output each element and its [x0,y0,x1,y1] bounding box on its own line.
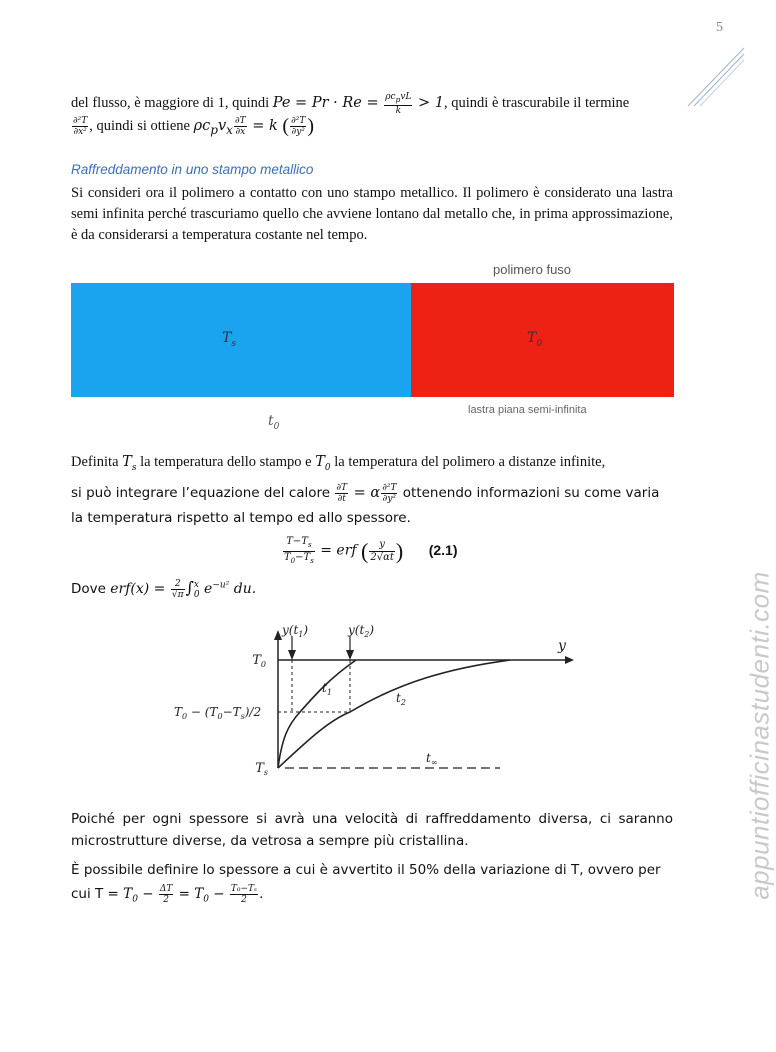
equation-2-1: $\frac{T-T_s}{T_0-T_s}$ = erf ( $\frac{y}{2√\alpha t}$ ) (2.1) [284,536,458,565]
peclet-expression: Pe = Pr · Re = [272,95,384,112]
polymer-block [411,283,674,397]
paragraph-microstructures: Poiché per ogni spessore si avrà una velocità di raffreddamento diversa, ci saranno microstrutture diverse, da vetrosa a sempre più cristallina. [71,811,673,849]
peclet-inequality: > 1 [413,95,445,112]
label-y-t2: $y(t_2)$ [348,623,375,639]
simplified-equation: $\rho c_pv_x$ [193,117,233,137]
x-axis-arrow [565,656,574,664]
label-half-level: $T_0 - (T_0-T_s)/2$ [174,705,262,721]
erf-definition: Dove erf(x) = $\frac{2}{√\pi}$ ∫x 0 $e^{-u^2}$ du. [71,578,257,601]
corner-decoration [680,20,744,110]
mold-block [71,283,411,397]
label-T0: $T_0$ [252,653,266,669]
heat-equation-rhs: $\frac{\text{∂²T}}{\text{∂y²}}$ [382,483,397,505]
label-curve-t1: $t_1$ [322,681,332,697]
figure1-bottom-label: lastra piana semi-infinita [468,404,587,416]
section-heading: Raffreddamento in uno stampo metallico [71,162,314,177]
temperature-profile-diagram [170,620,590,780]
y-axis-arrow [274,630,282,640]
label-curve-tinf: $t_\infty$ [426,751,438,767]
para1-tail: , quindi è trascurabile il termine [444,95,630,112]
curve-t2 [278,660,510,768]
label-Ts: $T_s$ [255,761,268,777]
label-curve-t2: $t_2$ [396,691,406,707]
initial-time-label: $t_0$ [268,413,280,432]
paragraph-flux: del flusso, è maggiore di 1, quindi Pe = Pr · Re = $\frac{\rho c_pvL}{k}$ > 1, quindi è trascurabile il termine $\frac{\text{∂²T}}{\text{∂x²}}$ , quindi si ottiene $\rho c_pv_x$ $\frac{\partial T}{\partial x}$ = k ( $\frac{\text{∂²T}}{\text{∂y²}}$ ) [71,92,630,137]
t1-arrow [288,650,296,660]
paragraph-half-variation: È possibile definire lo spessore a cui è avvertito il 50% della variazione di T, ovvero per cui $T = T_0$ − $\frac{\Delta T}{2}$ = $T_0$ − $\frac{\text{T₀−Tₛ}}{2}$ . [71,862,661,905]
page-number: 5 [716,20,723,35]
para1-text: del flusso, è maggiore di 1, quindi [71,95,273,112]
peclet-fraction: $\frac{\rho c_pvL}{k}$ [385,92,412,116]
paragraph-mold-contact: Si consideri ora il polimero a contatto con uno stampo metallico. Il polimero è considerato una lastra semi infinita perché trascuriamo quello che avviene lontano dal metallo che, in prima approssimazione, è da considerarsi a temperatura costante nel tempo. [71,185,673,243]
figure1-top-label: polimero fuso [493,262,572,277]
mold-temperature-label: $T_s$ [222,330,236,349]
paragraph-heat-equation: Definita $T_s$ la temperatura dello stampo e $T_0$ la temperatura del polimero a distanze infinite, si può integrare l’equazione del calore $\frac{\partial T}{\partial t}$ = α $\frac{\text{∂²T}}{\text{∂y²}}$ ottenendo informazioni su come varia la temperatura rispetto al tempo ed allo spessore. [71,454,660,526]
equation-number: (2.1) [428,541,458,558]
heat-equation-lhs: $\frac{\partial T}{\partial t}$ [336,483,348,505]
t2-arrow [346,650,354,660]
label-y-t1: $y(t_1)$ [282,623,309,639]
watermark: appuntiofficinastudenti.com [744,571,775,900]
para1-line2-text: , quindi si ottiene [89,117,194,134]
second-derivative-x: $\frac{\text{∂²T}}{\text{∂x²}}$ [73,115,88,137]
label-y-axis: y [558,638,566,654]
polymer-temperature-label: $T_0$ [527,330,543,349]
